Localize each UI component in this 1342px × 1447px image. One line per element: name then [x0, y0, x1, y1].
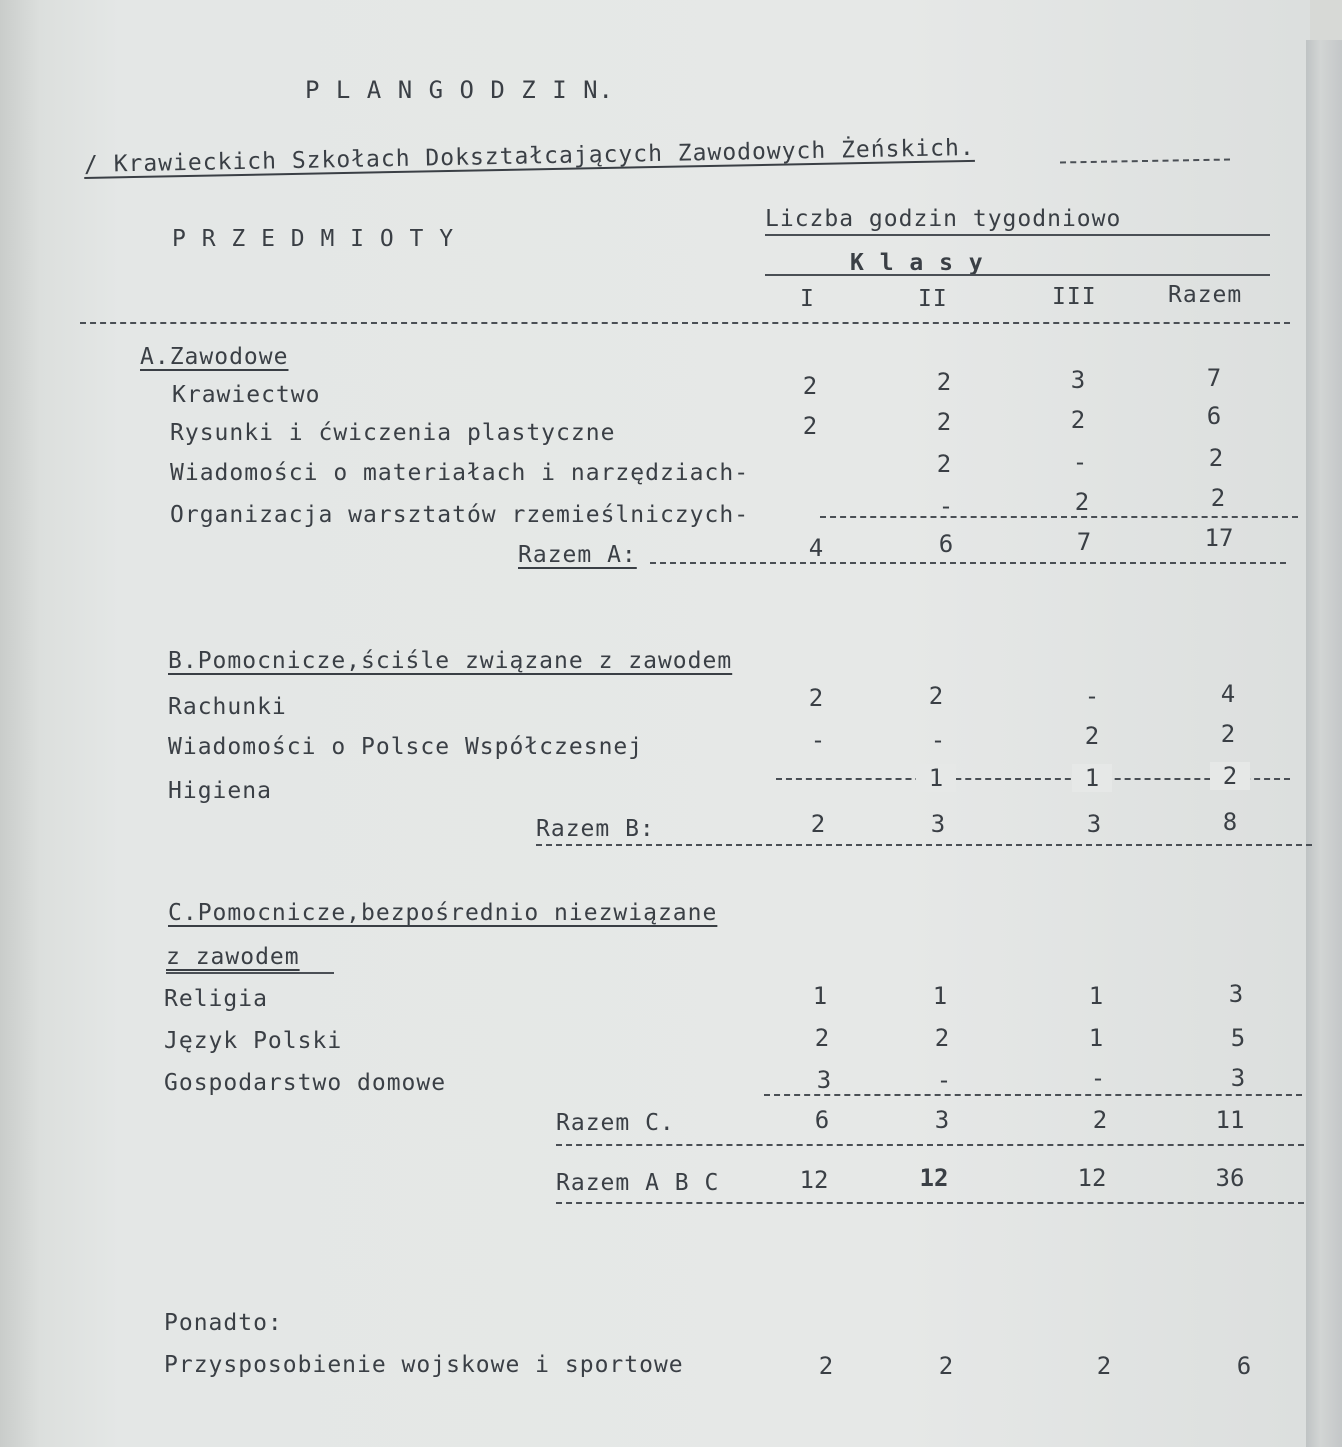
- cell-iii: 1: [1088, 1024, 1104, 1052]
- cell-i: 1: [812, 982, 828, 1010]
- row-label: Rachunki: [168, 694, 287, 720]
- header-rule-1: [765, 234, 1270, 236]
- cell-ii: -: [936, 1066, 952, 1094]
- cell-ii: 1: [932, 982, 948, 1010]
- column-header-razem: Razem: [1168, 282, 1243, 308]
- cell-i: 2: [818, 1352, 834, 1380]
- cell-razem: 4: [1220, 680, 1236, 708]
- cell-razem: 7: [1206, 364, 1222, 392]
- cell-ii: -: [938, 492, 954, 520]
- cell-razem: 5: [1230, 1024, 1246, 1052]
- grand-total-cell-iii: 12: [1077, 1164, 1107, 1192]
- cell-ii: 2: [936, 450, 952, 478]
- section-a-heading: A.Zawodowe: [140, 344, 289, 370]
- row-label: Krawiectwo: [172, 382, 321, 408]
- cell-ii: 1: [916, 764, 956, 792]
- cell-i: 2: [802, 372, 818, 400]
- row-dashed-rule: [764, 1094, 1302, 1096]
- row-label: Religia: [164, 986, 268, 1012]
- classes-header: K l a s y: [850, 250, 984, 276]
- cell-iii: 2: [1074, 488, 1090, 516]
- section-b-heading: B.Pomocnicze,ściśle związane z zawodem: [168, 648, 733, 674]
- hours-weekly-header: Liczba godzin tygodniowo: [765, 206, 1122, 232]
- row-label: Gospodarstwo domowe: [164, 1070, 447, 1096]
- section-c-heading-rule: [166, 972, 334, 974]
- row-label: Higiena: [168, 778, 272, 804]
- row-label: Przysposobienie wojskowe i sportowe: [164, 1352, 684, 1378]
- cell-razem: 2: [1208, 444, 1224, 472]
- grand-total-dashed-rule: [556, 1202, 1304, 1204]
- cell-razem: 6: [1206, 402, 1222, 430]
- cell-iii: 1: [1088, 982, 1104, 1010]
- cell-i: -: [810, 726, 826, 754]
- cell-razem: 2: [1220, 720, 1236, 748]
- total-cell-razem: 17: [1204, 524, 1234, 552]
- row-label: Język Polski: [164, 1028, 343, 1054]
- cell-i: 2: [802, 412, 818, 440]
- paper-edge: [1306, 40, 1342, 1447]
- extra-heading: Ponadto:: [164, 1310, 283, 1336]
- grand-total-cell-razem: 36: [1215, 1164, 1245, 1192]
- cell-ii: 2: [934, 1024, 950, 1052]
- row-label: Organizacja warsztatów rzemieślniczych-: [170, 502, 750, 528]
- total-cell-ii: 3: [934, 1106, 950, 1134]
- cell-ii: 2: [936, 368, 952, 396]
- cell-ii: 2: [936, 408, 952, 436]
- total-dashed-rule: [556, 1144, 1304, 1146]
- cell-razem: 2: [1210, 484, 1226, 512]
- column-header-ii: II: [918, 286, 948, 312]
- total-cell-i: 4: [808, 534, 824, 562]
- grand-total-label: Razem A B C: [556, 1170, 720, 1196]
- cell-iii: 2: [1096, 1352, 1112, 1380]
- row-dashed-rule: [820, 516, 1298, 518]
- total-cell-razem: 11: [1215, 1106, 1245, 1134]
- cell-iii: 2: [1070, 406, 1086, 434]
- cell-iii: 1: [1072, 764, 1112, 792]
- cell-ii: 2: [928, 682, 944, 710]
- total-cell-razem: 8: [1222, 808, 1238, 836]
- total-cell-iii: 3: [1086, 810, 1102, 838]
- grand-total-cell-i: 12: [799, 1166, 829, 1194]
- cell-razem: 3: [1228, 980, 1244, 1008]
- total-cell-ii: 6: [938, 530, 954, 558]
- header-dashed-rule: [80, 322, 1290, 324]
- header-rule-2: [765, 274, 1270, 276]
- total-dashed-rule: [650, 562, 1286, 564]
- cell-razem: 2: [1210, 762, 1250, 790]
- cell-iii: -: [1090, 1064, 1106, 1092]
- cell-razem: 3: [1230, 1064, 1246, 1092]
- total-cell-iii: 7: [1076, 528, 1092, 556]
- cell-iii: -: [1072, 448, 1088, 476]
- cell-iii: -: [1084, 682, 1100, 710]
- cell-i: 2: [814, 1024, 830, 1052]
- total-dashed-rule: [536, 844, 1312, 846]
- row-label: Wiadomości o Polsce Współczesnej: [168, 734, 644, 760]
- cell-ii: -: [930, 726, 946, 754]
- document-subtitle: / Krawieckich Szkołach Dokształcających Zawodowych Żeńskich.: [83, 134, 975, 178]
- total-cell-i: 2: [810, 810, 826, 838]
- section-a-total-label: Razem A:: [518, 542, 637, 568]
- cell-iii: 2: [1084, 722, 1100, 750]
- section-c-heading-line2: z zawodem: [166, 944, 300, 970]
- section-b-total-label: Razem B:: [536, 816, 655, 842]
- cell-i: 3: [816, 1066, 832, 1094]
- section-c-total-label: Razem C.: [556, 1110, 675, 1136]
- total-cell-i: 6: [814, 1106, 830, 1134]
- cell-iii: 3: [1070, 366, 1086, 394]
- column-header-i: I: [800, 286, 815, 312]
- cell-razem: 6: [1236, 1352, 1252, 1380]
- column-header-iii: III: [1052, 284, 1097, 310]
- total-cell-iii: 2: [1092, 1106, 1108, 1134]
- page-title: P L A N G O D Z I N.: [305, 76, 614, 104]
- row-label: Rysunki i ćwiczenia plastyczne: [170, 420, 616, 446]
- grand-total-cell-ii: 12: [919, 1164, 949, 1192]
- cell-ii: 2: [938, 1352, 954, 1380]
- cell-i: 2: [808, 684, 824, 712]
- subjects-header: P R Z E D M I O T Y: [172, 226, 455, 252]
- row-label: Wiadomości o materiałach i narzędziach-: [170, 460, 750, 486]
- total-cell-ii: 3: [930, 810, 946, 838]
- section-c-heading: C.Pomocnicze,bezpośrednio niezwiązane: [168, 900, 718, 926]
